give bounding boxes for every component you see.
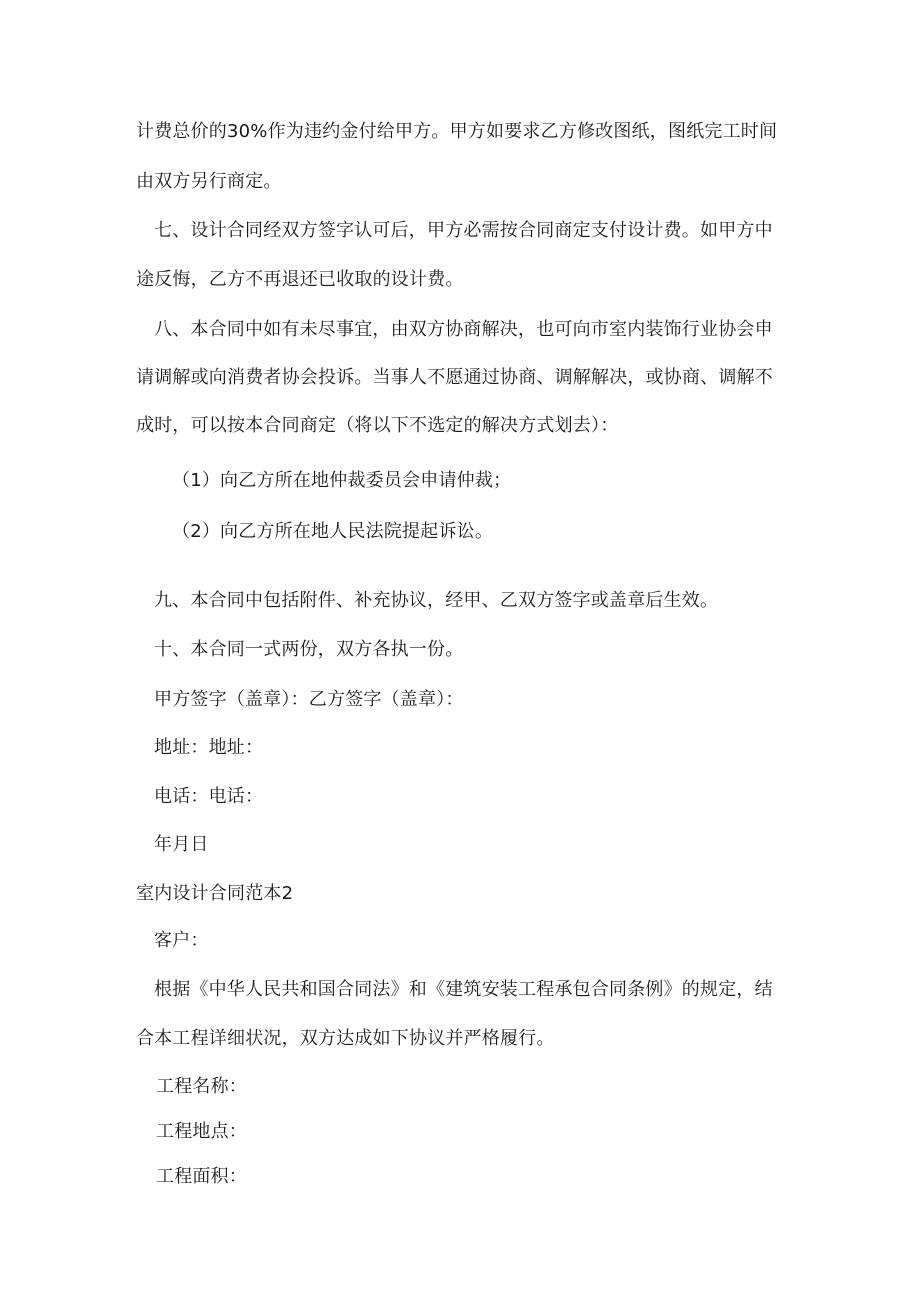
text-line: 计费总价的30%作为违约金付给甲方。甲方如要求乙方修改图纸，图纸完工时间 — [136, 121, 778, 142]
text-line: 请调解或向消费者协会投诉。当事人不愿通过协商、调解解决，或协商、调解不 — [136, 367, 773, 388]
date-line: 年月日 — [154, 834, 209, 855]
section-title: 室内设计合同范本2 — [136, 883, 294, 904]
list-item: （2）向乙方所在地人民法院提起诉讼。 — [172, 521, 494, 542]
address-line: 地址：地址： — [154, 737, 264, 758]
text-line: 八、本合同中如有未尽事宜，由双方协商解决，也可向市室内装饰行业协会申 — [154, 319, 773, 340]
signature-line: 甲方签字（盖章）：乙方签字（盖章）： — [154, 689, 464, 710]
text-line: 九、本合同中包括附件、补充协议，经甲、乙双方签字或盖章后生效。 — [154, 590, 719, 611]
text-line: 合本工程详细状况，双方达成如下协议并严格履行。 — [136, 1028, 555, 1049]
text-line: 途反悔，乙方不再退还已收取的设计费。 — [136, 269, 464, 290]
list-item: （1）向乙方所在地仲裁委员会申请仲裁； — [172, 470, 512, 491]
text-line: 由双方另行商定。 — [136, 171, 282, 192]
field-label: 工程面积： — [156, 1166, 247, 1187]
field-label: 工程名称： — [156, 1076, 247, 1097]
field-label: 工程地点： — [156, 1121, 247, 1142]
text-line: 七、设计合同经双方签字认可后，甲方必需按合同商定支付设计费。如甲方中 — [154, 220, 773, 241]
text-line: 成时，可以按本合同商定（将以下不选定的解决方式划去）： — [136, 415, 619, 436]
phone-line: 电话：电话： — [154, 786, 264, 807]
text-line: 客户： — [154, 930, 209, 951]
text-line: 十、本合同一式两份，双方各执一份。 — [154, 639, 464, 660]
text-line: 根据《中华人民共和国合同法》和《建筑安装工程承包合同条例》的规定，结 — [154, 979, 773, 1000]
